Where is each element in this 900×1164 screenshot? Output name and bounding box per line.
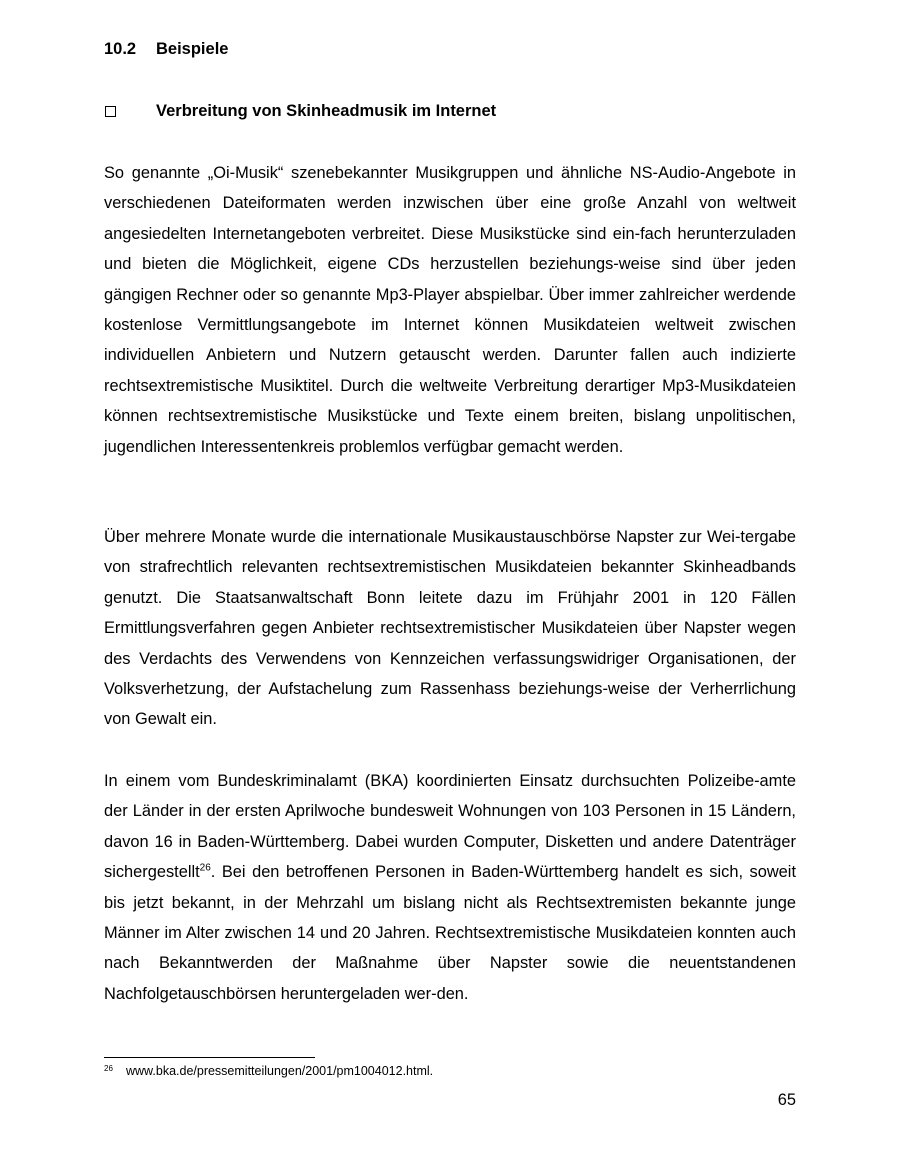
footnote-separator	[104, 1057, 315, 1058]
footnote	[104, 1064, 433, 1078]
paragraph-3	[104, 766, 796, 1009]
footnote-text: www.bka.de/pressemitteilungen/2001/pm1004012.html.	[126, 1064, 434, 1078]
paragraph-3-text-after: . Bei den betroffenen Personen in Baden-Württemberg handelt es sich, soweit bis jetzt bekannt, in der Mehrzahl um bislang nicht als Rechtsextremisten bekannte junge Männer im Alter zwischen 14 und 20 Jahren. Rechtsextremistische Musikdateien konnten auch nach Bekanntwerden der Maßnahme über Napster sowie die neuentstandenen Nachfolgetauschbörsen heruntergeladen wer-den.	[104, 863, 796, 1003]
paragraph-1: So genannte „Oi-Musik“ szenebekannter Musikgruppen und ähnliche NS-Audio-Angebote in verschiedenen Dateiformaten werden inzwischen über eine große Anzahl von weltweit angesiedelten Internetangeboten verbreitet. Diese Musikstücke sind ein-fach herunterzuladen und bieten die Möglichkeit, eigene CDs herzustellen beziehungs-weise sind über jeden gängigen Rechner oder so genannte Mp3-Player abspielbar. Über immer zahlreicher werdende kostenlose Vermittlungsangebote im Internet können Musikdateien weltweit zwischen individuellen Anbietern und Nutzern getauscht werden. Darunter fallen auch indizierte rechtsextremistische Musiktitel. Durch die weltweite Verbreitung derartiger Mp3-Musikdateien können rechtsextremistische Musikstücke und Texte einem breiten, bislang unpolitischen, jugendlichen Interessentenkreis problemlos verfügbar gemacht werden.	[104, 164, 796, 456]
footnote-reference: 26	[199, 862, 211, 874]
paragraph-2: Über mehrere Monate wurde die internationale Musikaustauschbörse Napster zur Wei-tergabe von strafrechtlich relevanten rechtsextremistischen Musikdateien bekannter Skinheadbands genutzt. Die Staatsanwaltschaft Bonn leitete dazu im Frühjahr 2001 in 120 Fällen Ermittlungsverfahren gegen Anbieter rechtsextremistischer Musikdateien über Napster wegen des Verdachts des Verwendens von Kennzeichen verfassungswidriger Organisationen, der Volksverhetzung, der Aufstachelung zum Rassenhass beziehungs-weise der Verherrlichung von Gewalt ein.	[104, 528, 796, 729]
subsection-heading	[104, 102, 496, 121]
subsection-title: Verbreitung von Skinheadmusik im Internet	[156, 102, 497, 120]
paragraph-3-text-before: In einem vom Bundeskriminalamt (BKA) koordinierten Einsatz durchsuchten Polizeibe-amte der Länder in der ersten Aprilwoche bundesweit Wohnungen von 103 Personen in 15 Ländern, davon 16 in Baden-Württemberg. Dabei wurden Computer, Disketten und andere Datenträger sichergestellt	[104, 772, 796, 882]
section-number: 10.2	[104, 40, 137, 58]
page-number: 65	[777, 1091, 796, 1109]
section-title: Beispiele	[156, 40, 229, 58]
footnote-number: 26	[104, 1064, 113, 1073]
section-heading	[104, 40, 228, 59]
checkbox-bullet-icon	[105, 106, 116, 117]
